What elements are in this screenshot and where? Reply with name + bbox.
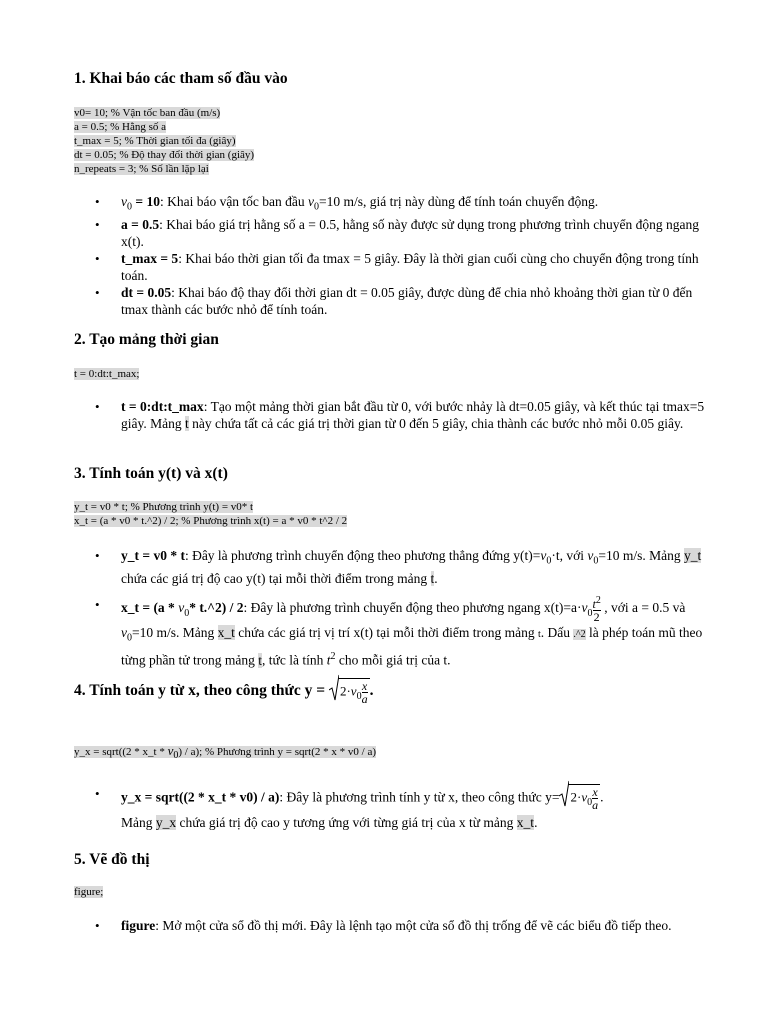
- bullet-list-5: [95, 917, 715, 934]
- math-dot: ·: [346, 683, 351, 699]
- list-item: [95, 398, 715, 432]
- list-item: [95, 216, 715, 250]
- math-t: t: [326, 652, 331, 668]
- item-text: Mảng: [121, 815, 156, 831]
- bold-term: t_max = 5: [121, 250, 179, 266]
- item-text: này chứa tất cả các giá trị thời gian từ 0 đến 5 giây, chia thành các bước nhỏ mỗi 0.05 giây.: [188, 416, 684, 431]
- math-v: v: [167, 743, 174, 758]
- section-5-heading: 5. Vẽ đồ thị: [74, 851, 150, 868]
- item-text: là phép toán mũ theo từng phần tử trong mảng: [121, 624, 703, 668]
- list-item: [95, 250, 715, 284]
- code-line: n_repeats = 3; % Số lần lặp lại: [74, 163, 209, 175]
- math-sub: 0: [356, 691, 362, 703]
- math-two: 2: [570, 789, 577, 805]
- math-sub: 0: [127, 632, 132, 644]
- code-text: ) / a); % Phương trình y = sqrt(2 * x * v0 / a): [178, 746, 376, 758]
- math-sub: 0: [593, 555, 599, 567]
- math-v: v: [178, 599, 185, 615]
- item-text: cho mỗi giá trị của t.: [335, 652, 451, 668]
- list-item: [95, 917, 715, 934]
- inline-code: y_x: [155, 815, 177, 831]
- item-text: =10 m/s. Mảng: [598, 548, 684, 563]
- inline-code: x_t: [516, 815, 535, 831]
- code-block-5: [74, 885, 103, 899]
- item-text: .: [434, 570, 438, 586]
- sqrt-formula: [559, 784, 600, 813]
- code-line: figure;: [74, 886, 104, 898]
- item-text: chứa các giá trị độ cao y(t) tại mỗi thời điểm trong mảng: [121, 570, 431, 586]
- item-text: , với a = 0.5 và: [600, 599, 686, 615]
- code-line: t = 0:dt:t_max;: [74, 368, 140, 380]
- sqrt-formula: [329, 678, 370, 705]
- sqrt-icon: [559, 780, 569, 810]
- math-sub: 0: [546, 555, 552, 567]
- bold-term: dt = 0.05: [121, 284, 172, 300]
- item-text: : Khai báo thời gian tối đa tmax = 5 giây. Đây là thời gian cuối cùng cho chuyển động trong tính toán.: [121, 250, 699, 283]
- math-v: v: [308, 194, 315, 209]
- math-sub: 0: [184, 607, 190, 619]
- math-v: v: [587, 548, 594, 563]
- item-text: .: [534, 815, 538, 831]
- code-line: y_t = v0 * t; % Phương trình y(t) = v0* t: [74, 501, 254, 513]
- item-text: chứa các giá trị vị trí x(t) tại mỗi thời điểm trong mảng: [234, 624, 539, 640]
- item-text: , tức là tính: [262, 652, 327, 668]
- math-t: t: [592, 596, 596, 611]
- section-1-heading: 1. Khai báo các tham số đầu vào: [74, 70, 288, 87]
- math-two: 2: [339, 683, 347, 699]
- section-3-heading: 3. Tính toán y(t) và x(t): [74, 465, 228, 482]
- math-dot: ·: [576, 789, 582, 805]
- inline-code: x_t: [217, 624, 235, 640]
- math-sub: 0: [587, 607, 593, 619]
- math-v: v: [581, 599, 588, 615]
- bold-term: = 10: [135, 194, 160, 209]
- item-text: : Khai báo giá trị hằng số a = 0.5, hằng số này được sử dụng trong phương trình chuyển động ngang x(t).: [121, 216, 699, 249]
- item-text: : Khai báo độ thay đổi thời gian dt = 0.05 giây, được dùng để chia nhỏ khoảng thời gian từ 0 đến tmax thành các bước nhỏ để tính toán.: [121, 284, 693, 317]
- code-block-1: [74, 106, 254, 176]
- code-block-3: [74, 500, 347, 528]
- math-v: v: [121, 624, 127, 640]
- math-v: v: [540, 548, 547, 563]
- math-period: .: [369, 682, 374, 700]
- math-v: v: [350, 683, 357, 699]
- section-2-heading: 2. Tạo mảng thời gian: [74, 331, 219, 348]
- item-text: : Đây là phương trình tính y từ x, theo công thức y=: [279, 789, 560, 805]
- list-item: [95, 193, 715, 216]
- item-text: : Tạo một mảng thời gian bắt đầu từ 0, với bước nhảy là dt=0.05 giây, và kết thúc tại tmax=5 giây. Mảng: [121, 399, 705, 431]
- math-denominator: a: [592, 798, 599, 812]
- inline-code: y_t: [684, 548, 702, 563]
- item-text: : Khai báo vận tốc ban đầu: [159, 194, 309, 209]
- item-text: ·t, với: [551, 548, 588, 563]
- math-period: .: [600, 789, 604, 805]
- bullet-list-1: [95, 193, 715, 318]
- bullet-list-3: [95, 547, 715, 670]
- list-item: [95, 784, 715, 833]
- bold-term: figure: [121, 918, 156, 933]
- math-denominator: 2: [593, 609, 600, 624]
- item-text: . Dấu: [540, 624, 574, 640]
- math-sub: 0: [314, 201, 320, 213]
- item-text: : Đây là phương trình chuyển động theo phương ngang x(t)=a·: [243, 599, 582, 615]
- item-text: =10 m/s, giá trị này dùng để tính toán chuyển động.: [319, 194, 599, 209]
- math-sub: 0: [173, 750, 179, 762]
- inline-code: t: [258, 652, 263, 668]
- bullet-list-2: [95, 398, 715, 432]
- inline-code: t: [185, 416, 189, 431]
- bold-term: * t.^2) / 2: [189, 599, 244, 615]
- math-numerator: x: [592, 785, 598, 799]
- fraction-x-over-a: [592, 786, 598, 811]
- code-line: dt = 0.05; % Độ thay đổi thời gian (giây): [74, 149, 255, 161]
- section-4-heading-text: 4. Tính toán y từ x, theo công thức y =: [74, 682, 326, 700]
- math-v: v: [121, 194, 127, 209]
- bold-term: x_t = (a *: [121, 599, 179, 615]
- inline-code: t: [430, 570, 435, 586]
- bold-term: t = 0:dt:t_max: [121, 399, 204, 414]
- fraction-x-over-a: [362, 680, 368, 705]
- list-item: [95, 284, 715, 318]
- code-line: v0= 10; % Vận tốc ban đầu (m/s): [74, 107, 221, 119]
- math-numerator: x: [361, 679, 368, 693]
- item-text: chứa giá trị độ cao y tương ứng với từng giá trị của x từ mảng: [176, 815, 517, 831]
- code-block-4: [74, 744, 376, 763]
- item-text: =10 m/s. Mảng: [132, 624, 218, 640]
- code-line: a = 0.5; % Hằng số a: [74, 121, 167, 133]
- bold-term: y_t = v0 * t: [121, 548, 185, 563]
- bold-term: y_x = sqrt((2 * x_t * v0) / a): [121, 789, 280, 805]
- math-v: v: [581, 789, 588, 805]
- math-sub: 0: [127, 201, 132, 213]
- bullet-list-4: [95, 784, 715, 833]
- math-sup: 2: [595, 594, 601, 606]
- math-sub: 0: [587, 797, 593, 809]
- code-text: y_x = sqrt((2 * x_t *: [74, 746, 168, 758]
- code-line: t_max = 5; % Thời gian tối đa (giây): [74, 135, 236, 147]
- list-item: [95, 595, 715, 670]
- item-text: : Mở một cửa sổ đồ thị mới. Đây là lệnh tạo một cửa sổ đồ thị trống để vẽ các biểu đồ tiếp theo.: [155, 918, 672, 933]
- list-item: [95, 547, 715, 587]
- item-text: : Đây là phương trình chuyển động theo phương thẳng đứng y(t)=: [184, 548, 541, 563]
- section-4-heading: [74, 678, 373, 705]
- fraction-t2-over-2: [593, 595, 601, 623]
- math-denominator: a: [361, 692, 368, 706]
- code-block-2: [74, 367, 139, 381]
- sqrt-icon: [329, 674, 339, 704]
- code-line: [74, 743, 376, 762]
- inline-code: t: [538, 628, 541, 640]
- inline-code: .^2: [573, 628, 586, 640]
- math-sup: 2: [330, 651, 336, 663]
- bold-term: a = 0.5: [121, 216, 160, 232]
- code-line: x_t = (a * v0 * t.^2) / 2; % Phương trình x(t) = a * v0 * t^2 / 2: [74, 515, 348, 527]
